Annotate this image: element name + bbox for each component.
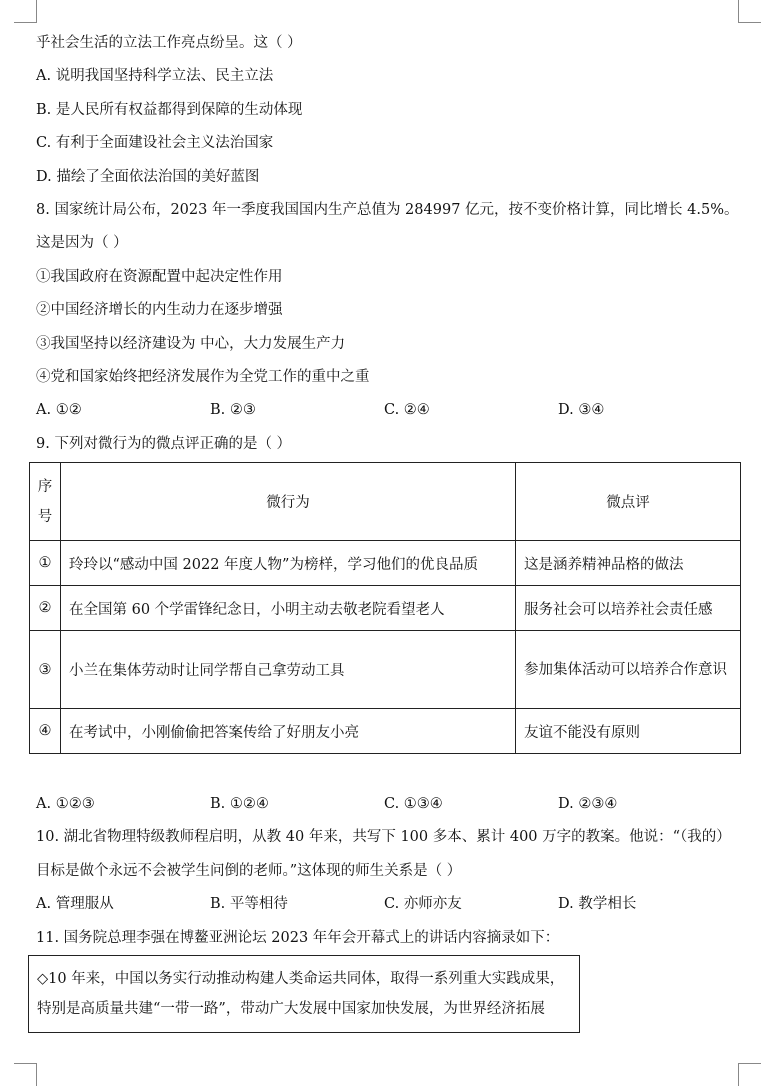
table-header-row [30,463,741,541]
q9-option-b: B. ①②④ [210,796,269,812]
row-index: ③ [30,631,61,709]
header-index: 序号 [30,463,61,541]
q7-option-d: D. 描绘了全面依法治国的美好蓝图 [36,169,260,185]
header-behavior: 微行为 [61,463,516,541]
q10-stem-line2: 目标是做个永远不会被学生问倒的老师。”这体现的师生关系是（ ） [36,863,462,879]
table-row [30,631,741,709]
row-index: ① [30,541,61,586]
q10-option-d: D. 教学相长 [558,896,637,912]
q11-quote-box [28,955,580,1033]
q8-option-c: C. ②④ [384,402,430,418]
row-comment: 友谊不能没有原则 [516,709,741,754]
crop-mark-top-left [14,0,37,23]
q10-option-a: A. 管理服从 [36,896,114,912]
q8-stem-line1: 8. 国家统计局公布，2023 年一季度我国国内生产总值为 284997 亿元，按不变价格计算，同比增长 4.5%。 [36,202,739,218]
q7-option-a: A. 说明我国坚持科学立法、民主立法 [36,68,274,84]
row-behavior: 玲玲以“感动中国 2022 年度人物”为榜样，学习他们的优良品质 [61,541,516,586]
header-comment: 微点评 [516,463,741,541]
q7-stem-end: 乎社会生活的立法工作亮点纷呈。这（ ） [36,35,302,51]
row-behavior: 在考试中，小刚偷偷把答案传给了好朋友小亮 [61,709,516,754]
q8-item-3: ③我国坚持以经济建设为 中心，大力发展生产力 [36,336,346,352]
row-behavior: 在全国第 60 个学雷锋纪念日，小明主动去敬老院看望老人 [61,586,516,631]
table-row [30,709,741,754]
q9-option-d: D. ②③④ [558,796,618,812]
crop-mark-bottom-left [14,1063,37,1086]
row-index: ④ [30,709,61,754]
row-behavior: 小兰在集体劳动时让同学帮自己拿劳动工具 [61,631,516,709]
q8-option-d: D. ③④ [558,402,605,418]
q7-option-c: C. 有利于全面建设社会主义法治国家 [36,135,274,151]
q10-option-c: C. 亦师亦友 [384,896,462,912]
q7-option-b: B. 是人民所有权益都得到保障的生动体现 [36,102,303,118]
q11-stem: 11. 国务院总理李强在博鳌亚洲论坛 2023 年年会开幕式上的讲话内容摘录如下： [36,930,560,946]
q9-table [29,462,741,754]
row-index: ② [30,586,61,631]
q9-option-a: A. ①②③ [36,796,95,812]
row-comment: 服务社会可以培养社会责任感 [516,586,741,631]
q8-option-b: B. ②③ [210,402,256,418]
crop-mark-top-right [738,0,761,23]
q9-stem: 9. 下列对微行为的微点评正确的是（ ） [36,436,292,452]
q10-stem-line1: 10. 湖北省物理特级教师程启明，从教 40 年来，共写下 100 多本、累计 400 万字的教案。他说：“（我的） [36,829,731,845]
table-row [30,586,741,631]
row-comment: 这是涵养精神品格的做法 [516,541,741,586]
q8-option-a: A. ①② [36,402,82,418]
q8-item-4: ④党和国家始终把经济发展作为全党工作的重中之重 [36,369,370,385]
q8-item-2: ②中国经济增长的内生动力在逐步增强 [36,302,283,318]
q10-option-b: B. 平等相待 [210,896,288,912]
q8-item-1: ①我国政府在资源配置中起决定性作用 [36,269,283,285]
q11-quote-line2: 特别是高质量共建“一带一路”，带动广大发展中国家加快发展，为世界经济拓展 [37,1001,545,1017]
q8-stem-line2: 这是因为（ ） [36,235,128,251]
crop-mark-bottom-right [738,1063,761,1086]
q11-quote-line1: ◇10 年来，中国以务实行动推动构建人类命运共同体，取得一系列重大实践成果， [37,971,565,987]
row-comment: 参加集体活动可以培养合作意识 [516,631,741,709]
q9-option-c: C. ①③④ [384,796,443,812]
table-row [30,541,741,586]
